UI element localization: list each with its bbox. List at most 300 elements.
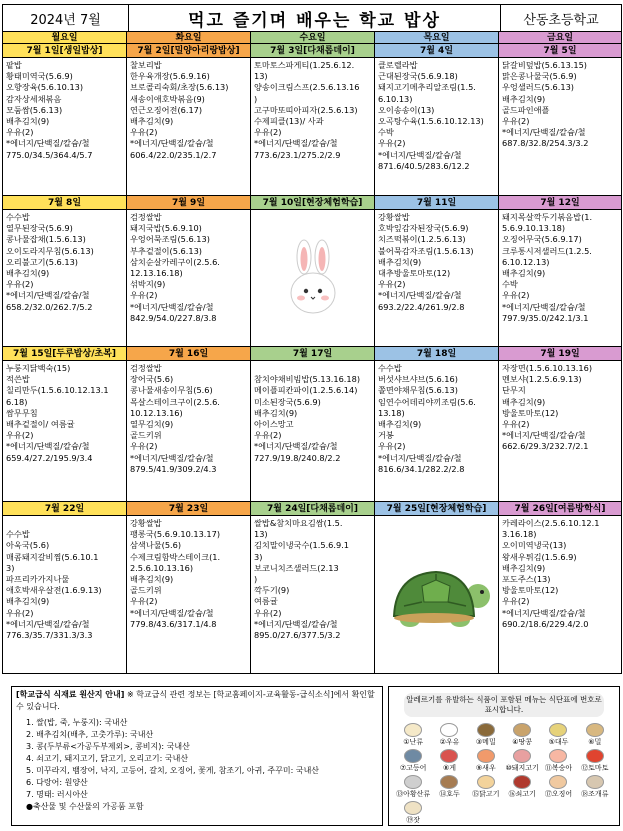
menu-item: *에너지/단백질/칼슘/철 [378,290,462,301]
menu-item: 오리불고기(5.6.13) [6,256,78,267]
menu-cell [127,58,251,196]
date-cell: 7월 3일[다채롭데이] [251,44,375,58]
menu-item: *에너지/단백질/칼슘/철 [502,301,586,312]
menu-cell [251,58,375,196]
origin-info-box [11,686,383,826]
menu-item: 팥밥 [6,60,22,70]
menu-item: *에너지/단백질/칼슘/철 [502,430,586,441]
menu-item: 배추김치(9) [6,596,50,607]
menu-item: 775.0/34.5/364.4/5.7 [6,149,93,160]
menu-item: 감자상세채볶음 [6,93,62,104]
menu-item: 오향장육(5.6.10.13) [6,82,84,93]
menu-item: 매콤돼지갈비찜(5.6.10.1 [6,551,99,562]
menu-item: 우유(2) [378,441,406,452]
menu-item: 호박잎감자된장국(5.6.9) [378,223,469,234]
menu-item: 브로콜리숙회/초장(5.6.13) [130,82,229,93]
menu-item: *에너지/단백질/칼슘/철 [130,138,214,149]
food-icon [404,775,422,789]
menu-item: 우유(2) [6,127,34,138]
menu-item: *에너지/단백질/칼슘/철 [130,301,214,312]
menu-item: 수박 [378,127,394,138]
menu-item: 메이플피칸파이(1.2.5.6.14) [254,385,358,396]
month-label: 2024년 7월 [3,5,129,31]
menu-item: 골드파인애플 [502,104,550,115]
menu-item: 검정쌀밥 [130,363,162,373]
date-cell: 7월 10일[현장체험학습] [251,196,375,210]
allergy-label: ⑭호두 [439,790,460,798]
menu-item: 오곡탕수육(1.5.6.10.12.13) [378,116,484,127]
menu-item: 776.3/35.7/331.3/3.3 [6,630,93,641]
menu-cell [375,361,499,502]
menu-cell [499,516,622,674]
menu-item: *에너지/단백질/칼슘/철 [254,441,338,452]
menu-item: 우유(2) [378,279,406,290]
allergy-item [540,723,576,746]
menu-item: 목살스테이크구이(2.5.6. [130,396,220,407]
menu-item: 방울토마토(12) [502,585,559,596]
menu-row-week2 [3,210,622,347]
menu-item: 우유(2) [6,607,34,618]
menu-item: 카레라이스(2.5.6.10.12.1 [502,518,600,528]
food-icon [513,749,531,763]
menu-item: 미소된장국(5.6.9) [254,396,321,407]
menu-item: 606.4/22.0/235.1/2.7 [130,149,217,160]
menu-item: 배추겉절이/ 여름귤 [6,419,75,430]
menu-row-week4 [3,516,622,674]
menu-item: ) [254,93,258,104]
allergy-label: ⑧게 [442,764,457,772]
menu-item: 배추김치(9) [6,268,50,279]
menu-item: 13) [254,71,268,82]
menu-item: *에너지/단백질/칼슘/철 [6,290,90,301]
origin-item: 5. 미꾸라지, 뱀장어, 낙지, 고등어, 갈치, 오징어, 꽃게, 참조기, 아귀, 주꾸미: 국내산 [26,766,320,775]
menu-item: 대추방울토마토(12) [378,268,451,279]
menu-item: *에너지/단백질/칼슘/철 [502,607,586,618]
menu-item: 10.12.13.16) [130,407,183,418]
date-cell: 7월 15일[두루밥상/초복] [3,347,127,361]
menu-row-week3 [3,361,622,502]
menu-item: 아욱국(5.6) [6,540,50,551]
menu-item: 김치말이냉국수(1.5.6.9.1 [254,540,350,551]
menu-item: 근대된장국(5.6.9.18) [378,71,458,82]
date-cell: 7월 24일[다채롭데이] [251,502,375,516]
food-icon [477,775,495,789]
field-trip-cell [251,210,375,347]
menu-item: 779.8/43.6/317.1/4.8 [130,618,217,629]
date-cell: 7월 4일 [375,44,499,58]
menu-cell [3,516,127,674]
origin-item: 1. 쌀(밥, 죽, 누룽지): 국내산 [26,718,128,727]
menu-item: 적쓴밥 [6,374,30,385]
menu-item: 693.2/22.4/261.9/2.8 [378,301,465,312]
menu-item: 여름귤 [254,596,278,607]
menu-item: 13.18) [378,407,405,418]
date-cell: 7월 16일 [127,347,251,361]
menu-item: 우유(2) [502,290,530,301]
food-icon [586,723,604,737]
allergy-item [577,723,613,746]
menu-item: 3) [254,551,263,562]
allergy-label: ⑬아황산류 [396,790,431,798]
date-cell: 7월 11일 [375,196,499,210]
menu-item [254,363,372,374]
date-cell: 7월 9일 [127,196,251,210]
allergy-label: ⑱조개류 [581,790,609,798]
date-row-week2 [3,196,622,210]
menu-item: 클로렐라밥 [378,60,418,70]
origin-note: ※ 학교급식 관련 정보는 [학교홈페이지-교육활동-급식소식]에서 확인할 수 있습니다. [16,690,375,711]
origin-item: 2. 배추김치(배추, 고춧가루): 국내산 [26,730,154,739]
allergy-label: ⑯쇠고기 [508,790,536,798]
menu-item: 배추김치(9) [378,419,422,430]
menu-item: 수수밥 [378,363,402,373]
menu-item: 포도주스(13) [502,574,551,585]
menu-item: 3) [6,562,15,573]
menu-item: 크루통시저샐러드(1.2.5. [502,245,592,256]
menu-item: *에너지/단백질/칼슘/철 [378,149,462,160]
food-icon [549,775,567,789]
weekday-tue: 화요일 [127,32,251,44]
menu-item: 닭갈비덮밥(5.6.13.15) [502,60,587,70]
menu-item: 삼치순살카레구이(2.5.6. [130,256,220,267]
menu-item: 양송이크림스프(2.5.6.13.16 [254,82,360,93]
menu-item: 우유(2) [502,596,530,607]
menu-item: 13) [254,529,268,540]
menu-item: 816.6/34.1/282.2/2.8 [378,463,465,474]
allergy-label: ③메밀 [475,738,496,746]
menu-item: 황태미역국(5.6.9) [6,71,73,82]
allergy-item [540,775,576,798]
allergy-info-box [388,686,620,826]
menu-item: 참치야채비빔밥(5.13.16.18) [254,374,361,385]
menu-item: 우유(2) [502,116,530,127]
rabbit-icon [278,239,348,319]
menu-item: 열무된장국(5.6.9) [6,223,73,234]
menu-item: 797.9/35.0/242.1/3.1 [502,312,589,323]
allergy-item [431,723,467,746]
allergy-item [540,749,576,772]
menu-item: 콩나물잡채(1.5.6.13) [6,234,86,245]
weekday-header-row [3,32,622,44]
menu-item: 배추김치(9) [502,396,546,407]
menu-item: 오이도라지무침(5.6.13) [6,245,94,256]
menu-item: 토마토스파게티(1.25.6.12. [254,60,355,70]
menu-item: ) [254,574,258,585]
menu-item: 불어묵감자조림(1.5.6.13) [378,245,474,256]
menu-item: 애호박새우살전(1.6.9.13) [6,585,102,596]
menu-cell [499,210,622,347]
menu-item: 우엉샐러드(5.6.13) [502,82,574,93]
header [2,4,622,32]
allergy-label: ⑨새우 [475,764,496,772]
allergy-item [504,775,540,798]
date-cell: 7월 18일 [375,347,499,361]
menu-cell [3,361,127,502]
menu-cell [127,210,251,347]
menu-item: 방울토마토(12) [502,407,559,418]
allergy-label: ⑪복숭아 [544,764,573,772]
turtle-icon [382,556,492,636]
weekday-fri: 금요일 [499,32,622,44]
menu-item: 누룽지닭백숙(15) [6,363,71,373]
menu-item: 895.0/27.6/377.5/3.2 [254,630,341,641]
menu-item: 배추김치(9) [502,268,546,279]
menu-cell [251,361,375,502]
allergy-item [468,749,504,772]
menu-item: 3.16.18) [502,529,537,540]
food-icon [477,749,495,763]
menu-item: *에너지/단백질/칼슘/철 [6,441,90,452]
allergy-item [395,749,431,772]
menu-item: 오징어무국(5.6.9.17) [502,234,582,245]
menu-item: 수제크림함박스테이크(1. [130,551,221,562]
menu-item: 871.6/40.5/283.6/12.2 [378,160,470,171]
food-icon [404,801,422,815]
menu-item: 수제피클(13)/ 사과 [254,116,324,127]
menu-item: 삼색나물(5.6) [130,540,182,551]
menu-item: 강황쌀밥 [378,212,410,222]
menu-item: 2.5.6.10.13.16) [130,562,194,573]
menu-item: 773.6/23.1/275.2/2.9 [254,149,341,160]
menu-item: 장어국(5.6) [130,374,174,385]
date-cell: 7월 22일 [3,502,127,516]
menu-item: 배추김치(9) [130,574,174,585]
page-title: 먹고 즐기며 배우는 학교 밥상 [188,10,441,31]
menu-item: 파프리카가지나물 [6,574,70,585]
allergy-label: ⑲잣 [406,816,421,824]
menu-item: 한우육개장(5.6.9.16) [130,71,210,82]
allergy-item [577,775,613,798]
menu-cell [3,58,127,196]
allergy-item [395,775,431,798]
menu-item: 아이스망고 [254,419,294,430]
menu-table [2,31,622,674]
menu-item: *에너지/단백질/칼슘/철 [502,127,586,138]
date-cell: 7월 5일 [499,44,622,58]
menu-item: 섞박지(9) [130,279,166,290]
date-cell: 7월 17일 [251,347,375,361]
menu-item: 단무지 [502,385,526,396]
allergy-label: ①난류 [403,738,424,746]
menu-item: 맑은콩나물국(5.6.9) [502,71,577,82]
menu-item: 골드키위 [130,585,162,596]
menu-item: 고구마또띠아피자(2.5.6.13) [254,104,358,115]
menu-item: 골드키위 [130,430,162,441]
allergy-item [431,749,467,772]
allergy-label: ⑮닭고기 [472,790,500,798]
menu-item: 659.4/27.2/195.9/3.4 [6,452,93,463]
allergy-label: ②우유 [439,738,460,746]
allergy-label: ⑰오징어 [544,790,573,798]
menu-item: 우유(2) [6,279,34,290]
menu-item: 우유(2) [502,419,530,430]
date-cell: 7월 1일[생일밥상] [3,44,127,58]
menu-item: 검정쌀밥 [130,212,162,222]
allergy-item [431,775,467,798]
food-icon [477,723,495,737]
date-cell: 7월 23일 [127,502,251,516]
weekday-mon: 월요일 [3,32,127,44]
menu-item: 662.6/29.3/232.7/2.1 [502,441,589,452]
menu-item: 6.18) [6,396,28,407]
menu-item: 강황쌀밥 [130,518,162,528]
food-icon [440,775,458,789]
menu-item: 우유(2) [254,430,282,441]
menu-cell [3,210,127,347]
date-cell: 7월 25일[현장체험학습] [375,502,499,516]
menu-item: 돼지목살깍두기볶음밥(1. [502,212,593,222]
menu-item: 6.10.13) [378,93,413,104]
menu-item: *에너지/단백질/칼슘/철 [130,607,214,618]
menu-item: 왕새우튀김(1.5.6.9) [502,551,577,562]
food-icon [513,723,531,737]
menu-cell [127,361,251,502]
menu-item: 쌈무무침 [6,407,38,418]
menu-cell [375,210,499,347]
menu-item: 12.13.16.18) [130,268,183,279]
menu-item: *에너지/단백질/칼슘/철 [254,138,338,149]
menu-item: 배추김치(9) [6,116,50,127]
weekday-thu: 목요일 [375,32,499,44]
menu-item: 727.9/19.8/240.8/2.2 [254,452,341,463]
field-trip-cell [375,516,499,674]
menu-item: *에너지/단백질/칼슘/철 [254,618,338,629]
menu-cell [499,361,622,502]
date-row-week1 [3,44,622,58]
menu-item: 우유(2) [254,607,282,618]
menu-item: 배추김치(9) [254,407,298,418]
allergy-item [577,749,613,772]
allergy-item [504,749,540,772]
menu-item: 수수밥 [6,212,30,222]
menu-item: 쫄면야채무침(5.6.13) [378,385,458,396]
menu-item: 보코니치즈샐러드(2.13 [254,562,339,573]
allergy-label: ⑩돼지고기 [505,764,539,772]
origin-list [16,717,378,813]
menu-item: 오이미역냉국(13) [502,540,567,551]
menu-item: 690.2/18.6/229.4/2.0 [502,618,589,629]
origin-item: ●축산물 및 수산물의 가공품 포함 [26,802,144,811]
menu-item: 배추김치(9) [502,562,546,573]
menu-item: 우유(2) [6,430,34,441]
weekday-wed: 수요일 [251,32,375,44]
food-icon [513,775,531,789]
allergy-label: ⑥밀 [588,738,602,746]
food-icon [549,723,567,737]
menu-item: 658.2/32.0/262.7/5.2 [6,301,93,312]
allergy-label: ④땅콩 [512,738,533,746]
menu-item: 모둠쌈(5.6.13) [6,104,63,115]
menu-item: 버섯샤브샤브(5.6.16) [378,374,458,385]
menu-cell [251,516,375,674]
menu-item: 칠리만두(1.5.6.10.12.13.1 [6,385,109,396]
menu-item: 돼지국밥(5.6.9.10) [130,223,202,234]
date-row-week4 [3,502,622,516]
menu-item: 수박 [502,279,518,290]
menu-item: 687.8/32.8/254.3/3.2 [502,138,589,149]
food-icon [586,775,604,789]
origin-title: [학교급식 식재료 원산지 안내] [16,690,125,699]
origin-item: 6. 다랑어: 원양산 [26,778,88,787]
origin-item: 3. 콩(두부류<가공두부제외>, 콩비지): 국내산 [26,742,190,751]
menu-item: 우유(2) [130,441,158,452]
menu-item: 우유(2) [378,138,406,149]
menu-item: 임연수어데리야끼조림(5.6. [378,396,476,407]
school-name: 산동초등학교 [500,5,621,31]
menu-item: 배추김치(9) [130,116,174,127]
allergy-label: ⑦고등어 [399,764,427,772]
menu-item: 치즈떡볶이(1.2.5.6.13) [378,234,466,245]
menu-item: 5.6.9.10.13.18) [502,223,566,234]
menu-item: 배추김치(9) [502,93,546,104]
allergy-item [504,723,540,746]
menu-item: 깍두기(9) [254,585,290,596]
menu-item: 우유(2) [130,290,158,301]
menu-row-week1 [3,58,622,196]
menu-item: 쌀밥&참치마요김쌈(1.5. [254,518,343,528]
date-cell: 7월 12일 [499,196,622,210]
menu-item: 멘보샤(1.2.5.6.9.13) [502,374,582,385]
menu-item: 6.10.12.13) [502,256,550,267]
menu-item: 연근오징어전(6.17) [130,104,203,115]
allergy-label: ⑫토마토 [581,764,609,772]
menu-item: 우유(2) [130,596,158,607]
menu-item: 수수밥 [6,529,30,540]
menu-cell [499,58,622,196]
menu-item: 오이송송이(13) [378,104,435,115]
food-icon [404,723,422,737]
allergy-item [468,775,504,798]
food-icon [440,723,458,737]
menu-item: 우유(2) [254,127,282,138]
allergy-item [395,723,431,746]
menu-item: 찰보리밥 [130,60,162,70]
origin-item: 7. 명태: 러시아산 [26,790,88,799]
menu-item: *에너지/단백질/칼슘/철 [130,452,214,463]
menu-item: *에너지/단백질/칼슘/철 [6,138,90,149]
menu-cell [375,58,499,196]
menu-item: 거봉 [378,430,394,441]
allergy-title: 알레르기를 유발하는 식품이 포함된 메뉴는 식단표에 번호로 표시합니다. [404,693,604,717]
food-icon [440,749,458,763]
menu-item: 새송이애호박볶음(9) [130,93,205,104]
allergy-label: ⑤대두 [548,738,569,746]
menu-item: 배추김치(9) [378,256,422,267]
food-icon [404,749,422,763]
menu-item: *에너지/단백질/칼슘/철 [378,452,462,463]
menu-item: 콩나물새송이무침(5.6) [130,385,213,396]
allergy-item [395,801,431,824]
menu-item: 돼지고기메추리알조림(1.5. [378,82,476,93]
allergy-grid [389,719,619,828]
menu-item: 842.9/54.0/227.8/3.8 [130,312,217,323]
menu-item: 우엉어묵조림(5.6.13) [130,234,210,245]
menu-item: 팽롱국(5.6.9.10.13.17) [130,529,221,540]
food-icon [586,749,604,763]
origin-item: 4. 쇠고기, 돼지고기, 닭고기, 오리고기: 국내산 [26,754,189,763]
menu-cell [127,516,251,674]
menu-item [6,518,124,529]
menu-item: 부추겉절이(5.6.13) [130,245,202,256]
date-cell: 7월 26일[여름방학식] [499,502,622,516]
menu-item: 879.5/41.9/309.2/4.3 [130,463,217,474]
date-cell: 7월 2일[밀양아리랑밥상] [127,44,251,58]
date-cell: 7월 8일 [3,196,127,210]
menu-item: 자장면(1.5.6.10.13.16) [502,363,593,373]
date-cell: 7월 19일 [499,347,622,361]
menu-item: 우유(2) [130,127,158,138]
menu-item: *에너지/단백질/칼슘/철 [6,618,90,629]
